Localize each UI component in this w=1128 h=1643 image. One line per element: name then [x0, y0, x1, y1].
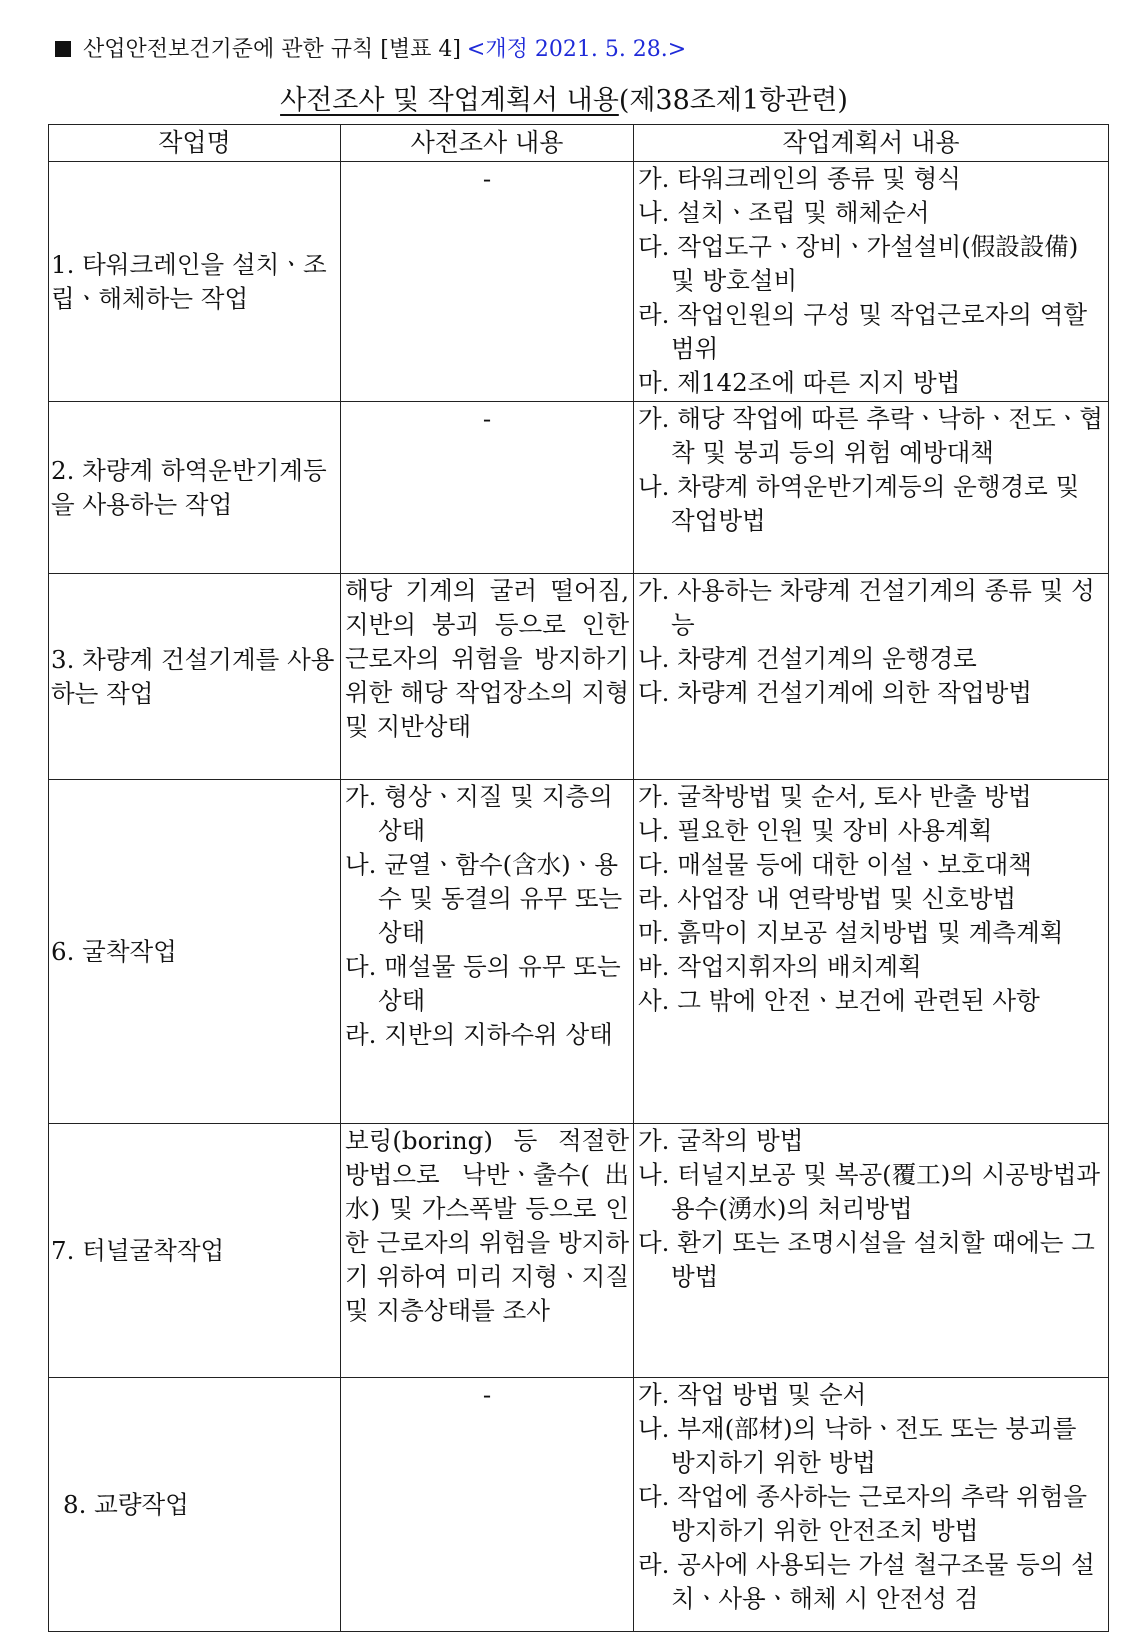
header-work-name: 작업명 — [49, 125, 341, 162]
plan-item: 가. 굴착방법 및 순서, 토사 반출 방법 — [638, 782, 1032, 811]
survey-item: 다. 매설물 등의 유무 또는 상태 — [345, 952, 621, 1015]
table-row — [49, 574, 1109, 780]
plan-item: 마. 흙막이 지보공 설치방법 및 계측계획 — [638, 918, 1064, 947]
work-name-cell: 3. 차량계 건설기계를 사용하는 작업 — [49, 574, 341, 780]
plan-item: 다. 작업에 종사하는 근로자의 추락 위험을 방지하기 위한 안전조치 방법 — [638, 1482, 1088, 1545]
survey-cell: - — [341, 1378, 634, 1632]
plan-item: 라. 공사에 사용되는 가설 철구조물 등의 설치ㆍ사용ㆍ해체 시 안전성 검 — [638, 1550, 1095, 1613]
header-survey: 사전조사 내용 — [341, 125, 634, 162]
table-row — [49, 780, 1109, 1124]
survey-cell: 해당 기계의 굴러 떨어짐, 지반의 붕괴 등으로 인한 근로자의 위험을 방지하기 위한 해당 작업장소의 지형 및 지반상태 — [341, 574, 634, 780]
plan-item: 다. 매설물 등에 대한 이설ㆍ보호대책 — [638, 850, 1032, 879]
plan-cell — [634, 574, 1109, 780]
document-header — [55, 32, 686, 63]
plan-item: 가. 타워크레인의 종류 및 형식 — [638, 164, 961, 193]
survey-cell: 보링(boring) 등 적절한 방법으로 낙반ㆍ출수(出水) 및 가스폭발 등으로 인한 근로자의 위험을 방지하기 위하여 미리 지형ㆍ지질 및 지층상태를 조사 — [341, 1124, 634, 1378]
title-suffix: (제38조제1항관련) — [618, 85, 848, 116]
plan-item: 가. 해당 작업에 따른 추락ㆍ낙하ㆍ전도ㆍ협착 및 붕괴 등의 위험 예방대책 — [638, 404, 1103, 467]
work-name-cell: 7. 터널굴착작업 — [49, 1124, 341, 1378]
plan-item: 나. 부재(部材)의 낙하ㆍ전도 또는 붕괴를 방지하기 위한 방법 — [638, 1414, 1077, 1477]
work-name-cell: 8. 교량작업 — [49, 1378, 341, 1632]
plan-cell — [634, 1124, 1109, 1378]
plan-item: 가. 작업 방법 및 순서 — [638, 1380, 867, 1409]
plan-cell — [634, 1378, 1109, 1632]
work-name-cell: 6. 굴착작업 — [49, 780, 341, 1124]
plan-item: 다. 환기 또는 조명시설을 설치할 때에는 그 방법 — [638, 1228, 1095, 1291]
plan-item: 마. 제142조에 따른 지지 방법 — [638, 368, 961, 397]
black-square-icon — [55, 41, 71, 57]
plan-item: 사. 그 밖에 안전ㆍ보건에 관련된 사항 — [638, 986, 1040, 1015]
plan-item: 나. 터널지보공 및 복공(覆工)의 시공방법과 용수(湧水)의 처리방법 — [638, 1160, 1101, 1223]
plan-item: 다. 차량계 건설기계에 의한 작업방법 — [638, 678, 1032, 707]
table-row — [49, 402, 1109, 574]
plan-item: 라. 작업인원의 구성 및 작업근로자의 역할 범위 — [638, 300, 1088, 363]
plan-item: 나. 차량계 건설기계의 운행경로 — [638, 644, 977, 673]
plan-item: 다. 작업도구ㆍ장비ㆍ가설설비(假設設備) 및 방호설비 — [638, 232, 1079, 295]
survey-item: 나. 균열ㆍ함수(含水)ㆍ용수 및 동결의 유무 또는 상태 — [345, 850, 623, 947]
survey-cell — [341, 780, 634, 1124]
work-name-cell: 1. 타워크레인을 설치ㆍ조립ㆍ해체하는 작업 — [49, 162, 341, 402]
table-row — [49, 162, 1109, 402]
plan-item: 바. 작업지휘자의 배치계획 — [638, 952, 922, 981]
plan-item: 나. 설치ㆍ조립 및 해체순서 — [638, 198, 930, 227]
survey-item: 가. 형상ㆍ지질 및 지층의 상태 — [345, 782, 613, 845]
plan-item: 나. 필요한 인원 및 장비 사용계획 — [638, 816, 993, 845]
plan-cell — [634, 162, 1109, 402]
table-row — [49, 1124, 1109, 1378]
survey-cell: - — [341, 402, 634, 574]
regulation-reference: 산업안전보건기준에 관한 규칙 [별표 4] — [83, 37, 461, 62]
title-main: 사전조사 및 작업계획서 내용 — [280, 85, 619, 116]
amendment-date: <개정 2021. 5. 28.> — [466, 37, 687, 62]
plan-item: 가. 사용하는 차량계 건설기계의 종류 및 성능 — [638, 576, 1095, 639]
table-header-row — [49, 125, 1109, 162]
document-title — [0, 78, 1128, 117]
plan-item: 가. 굴착의 방법 — [638, 1126, 804, 1155]
table-row — [49, 1378, 1109, 1632]
header-plan: 작업계획서 내용 — [634, 125, 1109, 162]
survey-cell: - — [341, 162, 634, 402]
work-plan-table — [48, 124, 1109, 1632]
plan-cell — [634, 402, 1109, 574]
plan-item: 나. 차량계 하역운반기계등의 운행경로 및 작업방법 — [638, 472, 1080, 535]
plan-cell — [634, 780, 1109, 1124]
work-name-cell: 2. 차량계 하역운반기계등을 사용하는 작업 — [49, 402, 341, 574]
plan-item: 라. 사업장 내 연락방법 및 신호방법 — [638, 884, 1017, 913]
survey-item: 라. 지반의 지하수위 상태 — [345, 1020, 613, 1049]
